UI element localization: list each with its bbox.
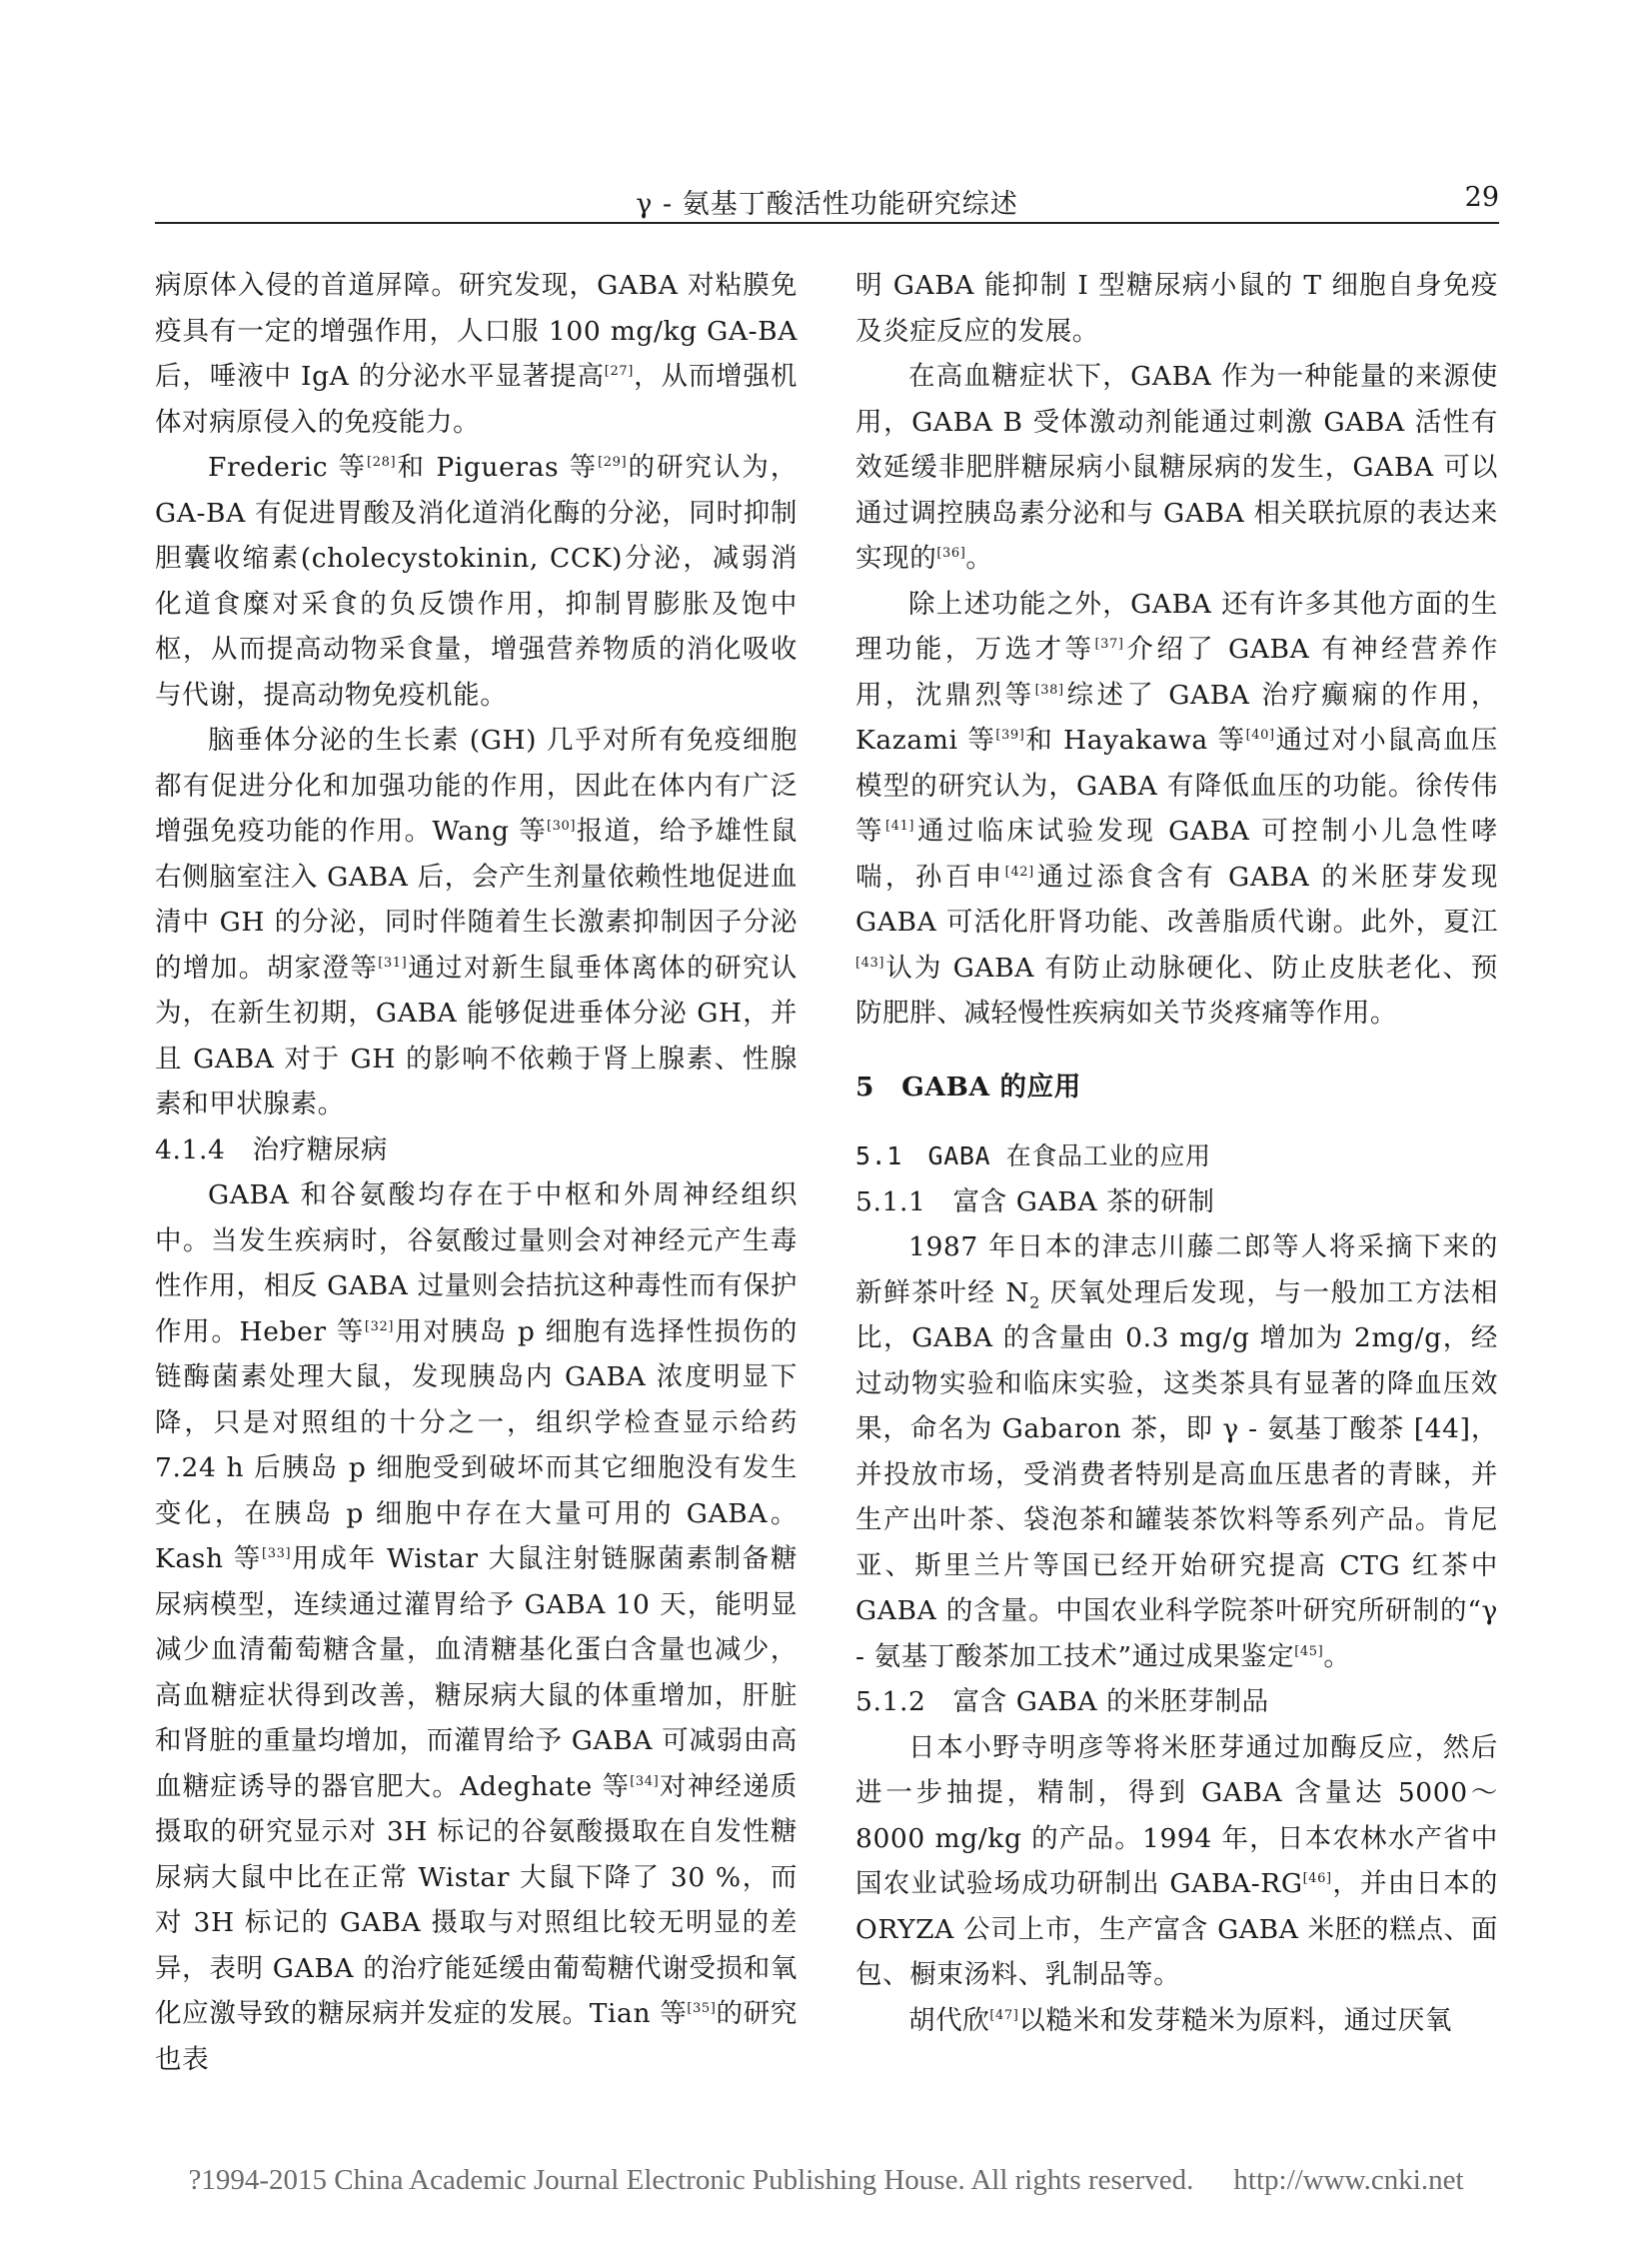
section-heading: 5 GABA 的应用 (855, 1071, 1081, 1103)
paragraph (155, 263, 798, 445)
citation: [47] (989, 2007, 1019, 2023)
text: 综述了 GABA 治疗癫痫的作用，Kazami 等 (855, 679, 1498, 756)
citation: [31] (378, 955, 408, 971)
left-column (155, 263, 798, 2082)
paragraph (155, 445, 798, 718)
text: 对神经递质摄取的研究显示对 3H 标记的谷氨酸摄取在自发性糖尿病大鼠中比在正常 Wistar 大鼠下降了 30 %，而对 3H 标记的 GABA 摄取与对照组比较无明显的差异，表明 GABA 的治疗能延缓由葡萄糖代谢受损和氧化应激导致的糖尿病并发症的发展。Tian 等 (155, 1770, 799, 2029)
page-header (155, 170, 1499, 224)
citation: [33] (262, 1546, 292, 1562)
text: 通过对小鼠高血压模型的研究认为，GABA 有降低血压的功能。徐传伟等 (855, 725, 1498, 847)
citation: [40] (1245, 728, 1275, 744)
running-title: γ - 氨基丁酸活性功能研究综述 (636, 189, 1018, 220)
subsection-heading: 5.1 GABA 在食品工业的应用 (855, 1141, 1211, 1170)
subscript: 2 (1029, 1291, 1040, 1311)
citation: [29] (598, 455, 628, 471)
text: Frederic 等 (208, 452, 368, 483)
text: 通过添食含有 GABA 的米胚芽发现 GABA 可活化肝肾功能、改善脂质代谢。此外，夏江 (855, 861, 1498, 938)
citation: [27] (604, 364, 634, 380)
page-footer (0, 2164, 1652, 2197)
text: 胡代欣 (908, 2004, 990, 2036)
text: 病原体入侵的首道屏障。研究发现，GABA 对粘膜免疫具有一定的增强作用，人口服 100 mg/kg GA-BA 后，唾液中 IgA 的分泌水平显著提高 (155, 270, 798, 392)
paragraph (855, 354, 1498, 582)
citation: [37] (1094, 637, 1124, 653)
footer-url: http://www.cnki.net (1233, 2164, 1464, 2196)
text: 除上述功能之外，GABA 还有许多其他方面的生理功能，万选才等 (855, 588, 1498, 665)
citation: [39] (995, 728, 1025, 744)
text: GABA 和谷氨酸均存在于中枢和外周神经组织中。当发生疾病时，谷氨酸过量则会对神经元产生毒性作用，相反 GABA 过量则会拮抗这种毒性而有保护作用。Heber 等 (155, 1179, 798, 1347)
citation: [32] (364, 1318, 394, 1334)
text: 厌氧处理后发现，与一般加工方法相比，GABA 的含量由 0.3 mg/g 增加为 2mg/g，经过动物实验和临床实验，这类茶具有显著的降血压效果，命名为 Gabaron 茶，即 γ - 氨基丁酸茶 [44]，并投放市场，受消费者特别是高血压患者的青睐，并生产出叶茶、袋泡茶和罐装茶饮料等系列产品。肯尼亚、斯里兰片等国已经开始研究提高 CTG 红茶中 GABA 的含量。中国农业科学院茶叶研究所研制的“γ - 氨基丁酸茶加工技术”通过成果鉴定 (855, 1276, 1499, 1672)
subsubsection-heading: 5.1.2 富含 GABA 的米胚芽制品 (855, 1686, 1269, 1717)
text: 用成年 Wistar 大鼠注射链脲菌素制备糖尿病模型，连续通过灌胃给予 GABA 10 天，能明显减少血清葡萄糖含量，血清糖基化蛋白含量也减少，高血糖症状得到改善，糖尿病大鼠的体重增加，肝脏和肾脏的重量均增加，而灌胃给予 GABA 可减弱由高血糖症诱导的器官肥大。Adeghate 等 (155, 1543, 798, 1802)
citation: [45] (1294, 1643, 1324, 1659)
citation: [38] (1034, 682, 1064, 698)
citation: [30] (546, 819, 577, 835)
text: 在高血糖症状下，GABA 作为一种能量的来源使用，GABA B 受体激动剂能通过刺激 GABA 活性有效延缓非肥胖糖尿病小鼠糖尿病的发生，GABA 可以通过调控胰岛素分泌和与 GABA 相关联抗原的表达来实现的 (855, 361, 1498, 574)
citation: [42] (1004, 864, 1034, 880)
citation: [46] (1302, 1871, 1332, 1887)
text: 通过临床试验发现 GABA 可控制小儿急性哮喘，孙百申 (855, 816, 1498, 893)
text: ，从而增强机体对病原侵入的免疫能力。 (155, 361, 798, 438)
text: 和 Pigueras 等 (396, 452, 599, 483)
text: 。 (1323, 1640, 1351, 1672)
text: 。 (965, 543, 993, 574)
right-column (855, 263, 1498, 2043)
text: 和 Hayakawa 等 (1024, 725, 1246, 756)
text: 1987 年日本的津志川藤二郎等人将采摘下来的新鲜茶叶经 N (855, 1231, 1498, 1308)
paragraph (855, 582, 1498, 1037)
subsubsection-heading: 5.1.1 富含 GABA 茶的研制 (855, 1185, 1215, 1217)
text: 的研究也表 (155, 1998, 798, 2075)
citation: [34] (630, 1773, 660, 1789)
citation: [28] (367, 455, 397, 471)
section-heading: 4.1.4 治疗糖尿病 (155, 1133, 389, 1165)
paragraph (855, 1224, 1498, 1679)
citation: [35] (687, 2001, 717, 2017)
paragraph: 明 GABA 能抑制 I 型糖尿病小鼠的 T 细胞自身免疫及炎症反应的发展。 (855, 270, 1498, 347)
text: 日本小野寺明彦等将米胚芽通过加酶反应，然后进一步抽提，精制，得到 GABA 含量达 5000～8000 mg/kg 的产品。1994 年，日本农林水产省中国农业试验场成功研制出 GABA-RG (855, 1731, 1498, 1899)
text: 脑垂体分泌的生长素 (GH) 几乎对所有免疫细胞都有促进分化和加强功能的作用，因此在体内有广泛增强免疫功能的作用。Wang 等 (155, 725, 798, 847)
text: 介绍了 GABA 有神经营养作用，沈鼎烈等 (855, 634, 1498, 711)
text: 用对胰岛 p 细胞有选择性损伤的链酶菌素处理大鼠，发现胰岛内 GABA 浓度明显下降，只是对照组的十分之一，组织学检查显示给药 7.24 h 后胰岛 p 细胞受到破坏而其它细胞没有发生变化，在胰岛 p 细胞中存在大量可用的 GABA。Kash 等 (155, 1315, 799, 1574)
text: 认为 GABA 有防止动脉硬化、防止皮肤老化、预防肥胖、减轻慢性疾病如关节炎疼痛等作用。 (855, 952, 1498, 1029)
page-number: 29 (1464, 182, 1499, 213)
citation: [36] (936, 546, 966, 562)
paragraph (855, 1998, 1498, 2044)
citation: [41] (884, 819, 915, 835)
paragraph (155, 1172, 798, 2082)
text: 以糙米和发芽糙米为原料，通过厌氧 (1018, 2004, 1453, 2036)
text: ，并由日本的 ORYZA 公司上市，生产富含 GABA 米胚的糕点、面包、橱束汤料、乳制品等。 (855, 1868, 1498, 1990)
paragraph (855, 1725, 1498, 1998)
text: 报道，给予雄性鼠右侧脑室注入 GABA 后，会产生剂量依赖性地促进血清中 GH 的分泌，同时伴随着生长激素抑制因子分泌的增加。胡家澄等 (155, 816, 798, 984)
paragraph (155, 718, 798, 1127)
text: 通过对新生鼠垂体离体的研究认为，在新生初期，GABA 能够促进垂体分泌 GH，并且 GABA 对于 GH 的影响不依赖于肾上腺素、性腺素和甲状腺素。 (155, 952, 798, 1120)
copyright-notice: ?1994-2015 China Academic Journal Electronic Publishing House. All rights reserved. (188, 2164, 1194, 2196)
citation: [43] (855, 955, 885, 971)
text: 的研究认为，GA-BA 有促进胃酸及消化道消化酶的分泌，同时抑制胆囊收缩素(cholecystokinin, CCK)分泌，减弱消化道食糜对采食的负反馈作用，抑制胃膨胀及饱中枢，从而提高动物采食量，增强营养物质的消化吸收与代谢，提高动物免疫机能。 (155, 452, 798, 711)
